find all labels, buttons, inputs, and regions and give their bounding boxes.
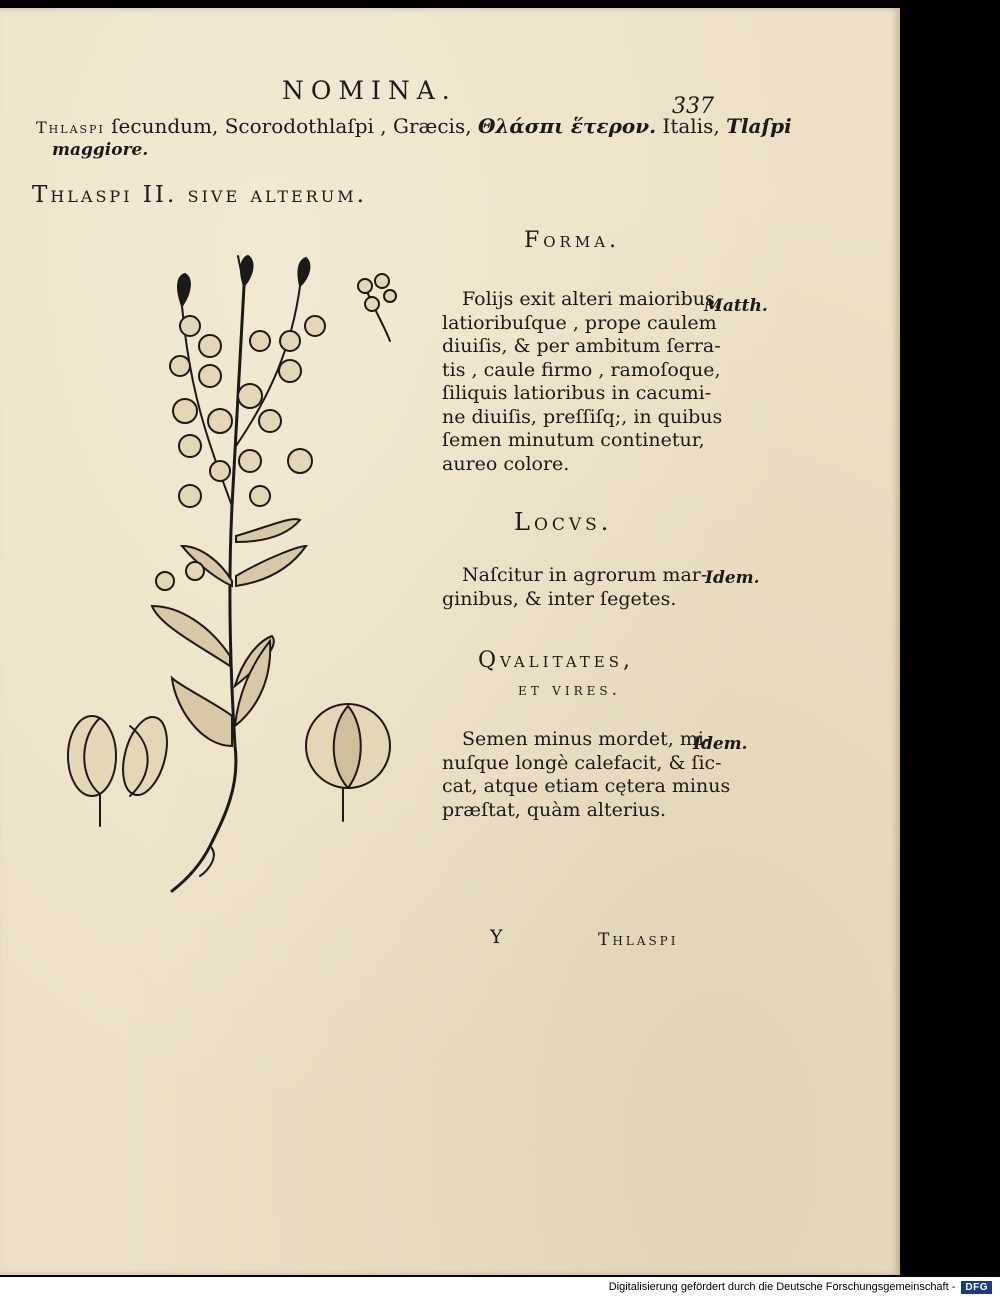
signature-mark: Y bbox=[490, 926, 503, 948]
forma-side-note: Matth. bbox=[704, 296, 768, 316]
locus-side-note: Idem. bbox=[705, 568, 760, 588]
qualitates-line: præſtat, quàm alterius. bbox=[442, 798, 667, 821]
footer-strip bbox=[0, 1277, 1000, 1297]
catchword: Thlaspi bbox=[598, 930, 679, 950]
qualitates-heading: Qvalitates, bbox=[478, 648, 634, 673]
qualitates-text bbox=[442, 728, 730, 822]
forma-line: ne diuiſis, preſſiſq;, in quibus bbox=[442, 405, 723, 428]
forma-line: ſiliquis latioribus in cacumi- bbox=[442, 382, 712, 404]
forma-line: Folijs exit alteri maioribus, bbox=[462, 288, 721, 310]
forma-line: latioribuſque , prope caulem bbox=[442, 311, 717, 334]
forma-line: diuiſis, & per ambitum ſerra- bbox=[442, 335, 721, 357]
forma-line: ſemen minutum continetur, bbox=[442, 429, 705, 451]
locus-line: ginibus, & inter ſegetes. bbox=[442, 587, 677, 610]
page-number: 337 bbox=[672, 94, 714, 119]
nomina-heading: NOMINA. bbox=[282, 76, 457, 105]
woodcut-plant-icon bbox=[60, 246, 410, 906]
forma-text bbox=[442, 288, 722, 476]
locus-line: Naſcitur in agrorum mar- bbox=[462, 564, 708, 586]
nomina-name: Thlaspi bbox=[36, 118, 105, 137]
nomina-italis: Italis, bbox=[656, 114, 727, 138]
qualitates-line: cat, atque etiam cętera minus bbox=[442, 775, 731, 797]
nomina-greek: Θλάσπι ἕτερον. bbox=[477, 114, 657, 138]
nomina-rest: ſecundum, Scorodothlaſpi , Græcis, bbox=[104, 114, 478, 138]
qualitates-line: Semen minus mordet, mi- bbox=[462, 728, 711, 750]
forma-heading: Forma. bbox=[524, 228, 621, 253]
qualitates-side-note: Idem. bbox=[693, 734, 748, 754]
qualitates-line: nuſque longè calefacit, & ſic- bbox=[442, 751, 722, 774]
locus-text bbox=[442, 564, 707, 611]
book-page bbox=[0, 8, 900, 1275]
forma-line: aureo colore. bbox=[442, 452, 570, 475]
nomina-italian: Tlaſpi bbox=[726, 114, 792, 138]
locus-heading: Locvs. bbox=[514, 508, 613, 536]
nomina-line-1 bbox=[36, 114, 792, 138]
dfg-logo: DFG bbox=[961, 1281, 992, 1294]
footer-text: Digitalisierung gefördert durch die Deutsche Forschungsgemeinschaft - bbox=[608, 1281, 956, 1293]
scan-background bbox=[900, 0, 1000, 1277]
forma-line: tis , caule firmo , ramoſoque, bbox=[442, 358, 721, 381]
page-title: Thlaspi II. sive alterum. bbox=[32, 182, 367, 208]
nomina-line-2: maggiore. bbox=[52, 140, 149, 160]
qualitates-subheading: et vires. bbox=[518, 680, 621, 700]
